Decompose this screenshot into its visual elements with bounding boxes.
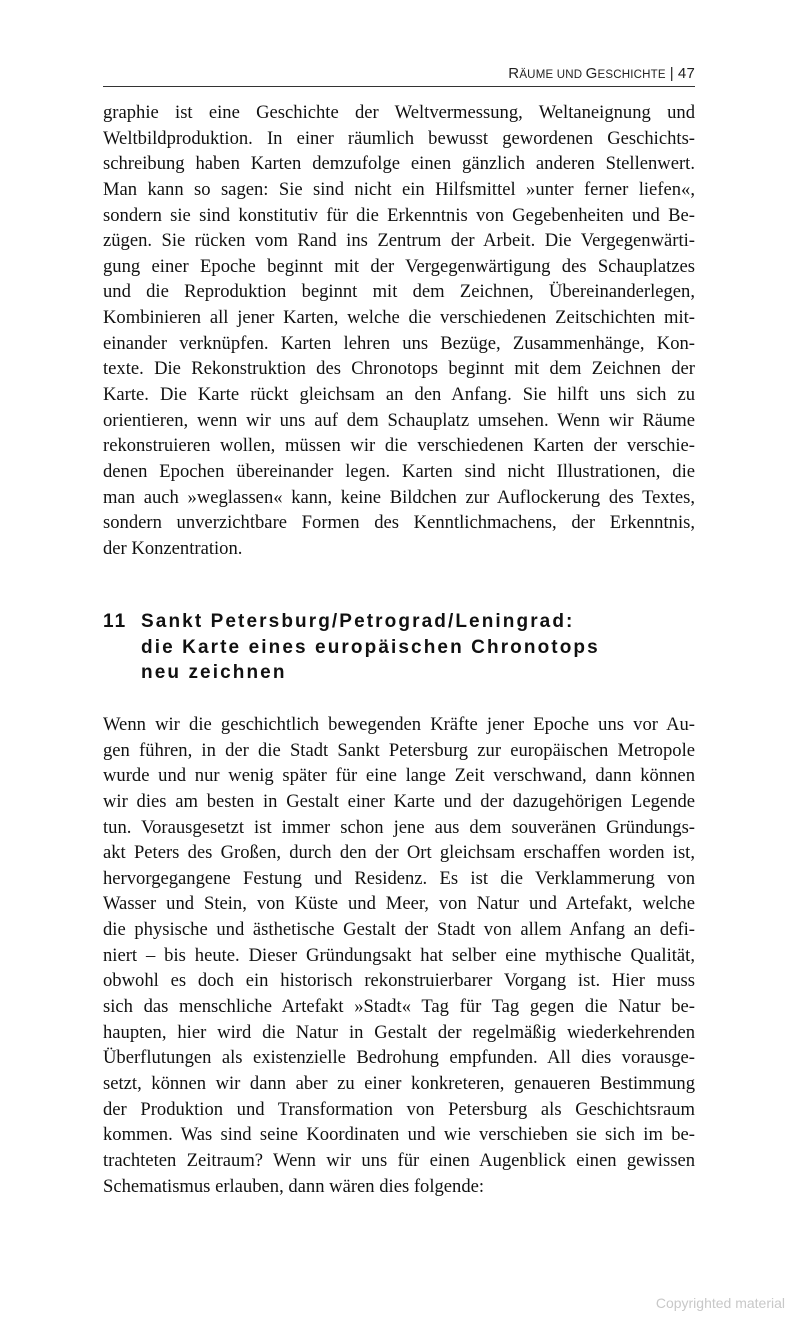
text-line: der Produktion und Transformation von Petersburg als Geschichtsraum [103, 1098, 695, 1120]
text-line: Kombinieren all jener Karten, welche die verschiedenen Zeitschichten mit- [103, 307, 695, 329]
running-head-title-part: R [508, 65, 520, 82]
text-line: Überflutungen als existenzielle Bedrohung empfunden. All dies vorausge- [103, 1047, 695, 1069]
section-heading-line: die Karte eines europäischen Chronotops [141, 636, 600, 658]
text-line: rekonstruieren wollen, müssen wir die verschiedenen Karten der verschie- [103, 435, 695, 457]
text-line: orientieren, wenn wir uns auf dem Schauplatz umsehen. Wenn wir Räume [103, 409, 695, 431]
text-line: hervorgegangene Festung und Residenz. Es ist die Verklammerung von [103, 867, 695, 889]
text-line: texte. Die Rekonstruktion des Chronotops beginnt mit dem Zeichnen der [103, 358, 695, 380]
running-head-title [508, 65, 666, 82]
text-line: sondern unverzichtbare Formen des Kenntlichmachens, der Erkenntnis, [103, 512, 695, 534]
text-line: Wasser und Stein, von Küste und Meer, von Natur und Artefakt, welche [103, 893, 695, 915]
text-line: man auch »weglassen« kann, keine Bildchen zur Auflockerung des Textes, [103, 486, 695, 508]
text-line: trachteten Zeitraum? Wenn wir uns für einen Augenblick einen gewissen [103, 1149, 695, 1171]
text-line: wurde und nur wenig später für eine lange Zeit verschwand, dann können [103, 765, 695, 787]
running-head [103, 64, 695, 87]
text-line: niert – bis heute. Dieser Gründungsakt hat selber eine mythische Qualität, [103, 944, 695, 966]
running-head-separator: | [669, 65, 674, 82]
text-line: Man kann so sagen: Sie sind nicht ein Hilfsmittel »unter ferner liefen«, [103, 178, 695, 200]
text-line: schreibung haben Karten demzufolge einen gänzlich anderen Stellenwert. [103, 153, 695, 175]
text-line: Wenn wir die geschichtlich bewegenden Kräfte jener Epoche uns vor Au- [103, 714, 695, 735]
section-heading-line: neu zeichnen [141, 662, 287, 683]
text-line: kommen. Was sind seine Koordinaten und wie verschieben sie sich im be- [103, 1124, 695, 1146]
text-line: einander verknüpfen. Karten lehren uns Bezüge, Zusammenhänge, Kon- [103, 332, 695, 354]
text-line: gung einer Epoche beginnt mit der Vergegenwärtigung des Schauplatzes [103, 255, 695, 277]
text-line: Karte. Die Karte rückt gleichsam an den Anfang. Sie hilft uns sich zu [103, 384, 695, 406]
section-number: 11 [103, 611, 128, 632]
paragraph-continued [103, 100, 695, 562]
text-line: gen führen, in der die Stadt Sankt Petersburg zur europäischen Metropole [103, 739, 695, 761]
page-number: 47 [677, 65, 695, 82]
text-line: tun. Vorausgesetzt ist immer schon jene aus dem souveränen Gründungs- [103, 816, 695, 838]
text-line: sondern sie sind konstitutiv für die Erkenntnis von Gegebenheiten und Be- [103, 204, 695, 226]
text-line: Weltbildproduktion. In einer räumlich bewusst gewordenen Geschichts- [103, 127, 695, 149]
text-line: akt Peters des Großen, durch den der Ort gleichsam erschaffen worden ist, [103, 842, 695, 864]
paragraph [103, 712, 695, 1199]
text-line: zügen. Sie rücken vom Rand ins Zentrum der Arbeit. Die Vergegenwärti- [103, 230, 695, 252]
running-head-title-part: G [585, 65, 598, 82]
text-line: denen Epochen übereinander legen. Karten sind nicht Illustrationen, die [103, 460, 695, 482]
text-line: haupten, hier wird die Natur in Gestalt der regelmäßig wiederkehrenden [103, 1021, 695, 1043]
section-title-text: Sankt Petersburg/Petrograd/Leningrad: [141, 611, 575, 632]
text-line: wir dies am besten in Gestalt einer Karte und der dazugehörigen Legende [103, 790, 695, 812]
text-line: setzt, können wir dann aber zu einer konkreteren, genaueren Bestimmung [103, 1072, 695, 1094]
text-line: der Konzentration. [103, 537, 243, 559]
copyright-watermark: Copyrighted material [655, 1295, 785, 1311]
section-heading [103, 609, 703, 686]
text-line: obwohl es doch ein historisch rekonstruierbarer Vorgang ist. Hier muss [103, 970, 695, 992]
running-head-title-part: ÄUME UND [519, 69, 586, 81]
text-line: sich das menschliche Artefakt »Stadt« Tag für Tag gegen die Natur be- [103, 996, 695, 1018]
text-line: und die Reproduktion beginnt mit dem Zeichnen, Übereinanderlegen, [103, 281, 695, 303]
text-line: Schematismus erlauben, dann wären dies folgende: [103, 1175, 485, 1197]
text-line: die physische und ästhetische Gestalt der Stadt von allem Anfang an defi- [103, 919, 695, 941]
running-head-title-part: ESCHICHTE [597, 69, 666, 81]
text-line: graphie ist eine Geschichte der Weltvermessung, Weltaneignung und [103, 102, 695, 123]
section-heading-line [103, 609, 703, 635]
